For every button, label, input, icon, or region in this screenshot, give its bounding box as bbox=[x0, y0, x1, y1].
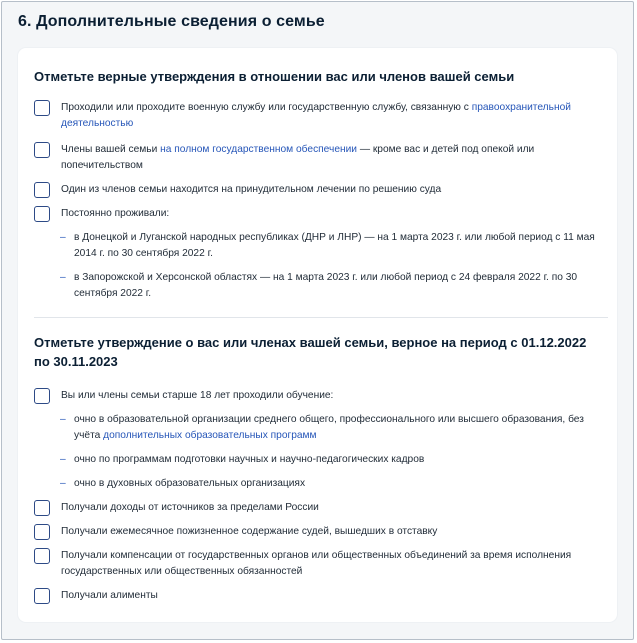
checkbox[interactable] bbox=[34, 548, 50, 564]
checkbox[interactable] bbox=[34, 524, 50, 540]
item-label: Проходили или проходите военную службу или государственную службу, связанную с bbox=[61, 102, 472, 113]
checkbox[interactable] bbox=[34, 182, 50, 198]
checkbox[interactable] bbox=[34, 206, 50, 222]
page-title: 6. Дополнительные сведения о семье bbox=[18, 13, 325, 30]
sub-item-label: в Запорожской и Херсонской областях — на 1 марта 2023 г. или любой период с 24 февраля 2022 г. по 30 сентября 2022 г. bbox=[74, 272, 578, 299]
item-label: Вы или члены семьи старше 18 лет проходили обучение: bbox=[61, 390, 334, 401]
sub-item-label: в Донецкой и Луганской народных республиках (ДНР и ЛНР) — на 1 марта 2023 г. или любой период с 11 мая 2014 г. по 30 сентября 2022 г. bbox=[74, 232, 595, 259]
item-label: Члены вашей семьи bbox=[61, 144, 161, 155]
law-enforcement-link[interactable]: правоохранительной деятельностью bbox=[61, 102, 571, 129]
family-info-card: Отметьте верные утверждения в отношении вас или членов вашей семьи Проходили или проходите военную службу или государственную службу, связанную с правоохранительной деятельностью Члены вашей семьи на полном государственном обеспечении — кроме вас и детей под опекой или попечительством Один из членов семьи находится на принудительном лечении по решению суда Постоянно проживали: – в Донецкой и Луганской народных республиках (ДНР и ЛНР) — на 1 марта 2023 г. или любой период с 11 мая 2014 г. по 30 сентября 2022 г. – в Запорожской и Херсонской областях — на 1 марта 2023 г. или любой период с 24 февраля 2022 г. по 30 сентября 2022 г. Отметьте утверждение о вас или членах вашей семьи, верное на период с 01.12.2022 по 30.11.2023 Вы или члены семьи старше 18 лет проходили обучение: – очно в образовательной организации среднего общего, профессионального или высшего образования, без учёта дополнительных образовательных программ – очно по программам подготовки научных и научно-педагогических кадров – очно в духовных образовательных организациях Получали доходы от источников за пределами России Получали ежемесячное пожизненное содержание судей, вышедших в отставку Получали компенсации от государственных органов или общественных объединений за время исполнения государственных или общественных обязанностей Получали алименты bbox=[18, 48, 617, 622]
section-divider bbox=[34, 317, 608, 318]
checkbox[interactable] bbox=[34, 388, 50, 404]
item-label: Получали алименты bbox=[61, 590, 158, 601]
checkbox[interactable] bbox=[34, 500, 50, 516]
item-label: Один из членов семьи находится на принудительном лечении по решению суда bbox=[61, 184, 442, 195]
item-label: Получали ежемесячное пожизненное содержание судей, вышедших в отставку bbox=[61, 526, 438, 537]
item-label-tail: — кроме вас и детей под опекой или попечительством bbox=[61, 144, 535, 171]
checkbox[interactable] bbox=[34, 588, 50, 604]
state-support-link[interactable]: на полном государственном обеспечении bbox=[160, 144, 357, 155]
item-label: Получали компенсации от государственных органов или общественных объединений за время исполнения государственных или общественных обязанностей bbox=[61, 550, 572, 577]
item-label: Постоянно проживали: bbox=[61, 208, 170, 219]
section1-heading: Отметьте верные утверждения в отношении вас или членов вашей семьи bbox=[34, 69, 515, 84]
sub-item-label: очно в образовательной организации среднего общего, профессионального или высшего образования, без учёта bbox=[74, 414, 584, 441]
form-frame bbox=[1, 1, 634, 640]
checkbox[interactable] bbox=[34, 142, 50, 158]
item-label: Получали доходы от источников за пределами России bbox=[61, 502, 319, 513]
checkbox[interactable] bbox=[34, 100, 50, 116]
sub-item-label: очно в духовных образовательных организациях bbox=[74, 478, 306, 489]
section2-heading: Отметьте утверждение о вас или членах вашей семьи, верное на период с 01.12.2022 по 30.11.2023 bbox=[34, 335, 587, 369]
sub-item-label: очно по программам подготовки научных и научно-педагогических кадров bbox=[74, 454, 425, 465]
additional-programs-link[interactable]: дополнительных образовательных программ bbox=[103, 430, 317, 441]
